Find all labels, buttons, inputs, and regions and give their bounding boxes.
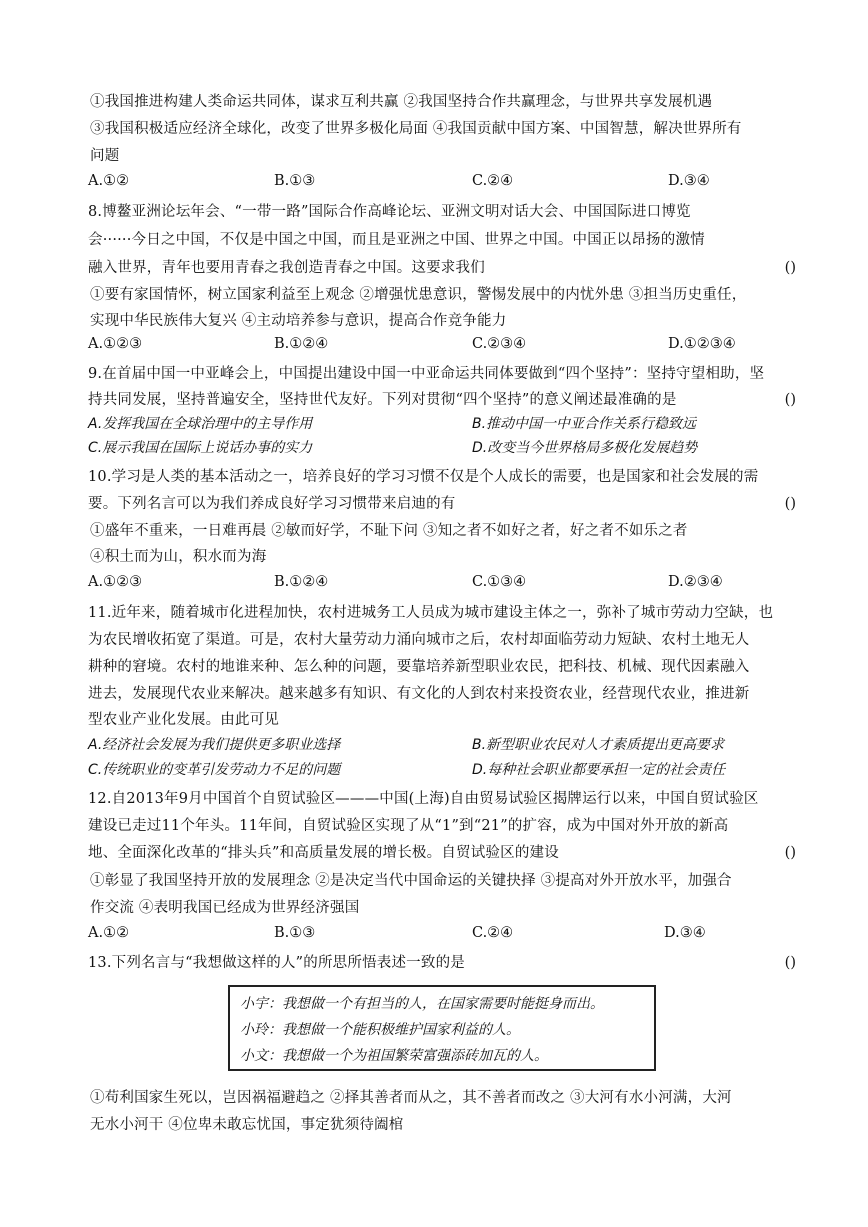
option-a[interactable]: A.①② [88, 925, 130, 941]
q10-stem-line: 要。下列名言可以为我们养成良好学习习惯带来启迪的有 [88, 496, 456, 512]
q11-stem-line: 耕种的窘境。农村的地谁来种、怎么种的问题，要靠培养新型职业农民，把科技、机械、现代因素融入 [88, 659, 750, 675]
q10-stem-line: 10.学习是人类的基本活动之一，培养良好的学习习惯不仅是个人成长的需要，也是国家和社会发展的需 [88, 469, 759, 485]
option-c[interactable]: C.传统职业的变革引发劳动力不足的问题 [88, 762, 341, 778]
option-d[interactable]: D.②③④ [668, 574, 723, 590]
answer-paren[interactable]: () [784, 496, 796, 512]
q13-stem-line: 13.下列名言与“我想做这样的人”的所思所悟表述一致的是 [88, 955, 465, 971]
option-b[interactable]: B.①③ [274, 173, 316, 189]
option-b[interactable]: B.①②④ [274, 336, 329, 352]
q10-statement-line: ④积土而为山，积水而为海 [90, 549, 267, 565]
option-d[interactable]: D.①②③④ [668, 336, 736, 352]
option-d[interactable]: D.每种社会职业都要承担一定的社会责任 [472, 762, 726, 778]
q11-stem-line: 11.近年来，随着城市化进程加快，农村进城务工人员成为城市建设主体之一，弥补了城市劳动力空缺，也 [88, 605, 774, 621]
option-b[interactable]: B.推动中国一中亚合作关系行稳致远 [472, 416, 697, 432]
q8-statement-line: 实现中华民族伟大复兴 ④主动培养参与意识，提高合作竞争能力 [90, 313, 507, 329]
q12-statement-line: 作交流 ④表明我国已经成为世界经济强国 [90, 900, 360, 916]
q7-statement-line: ①我国推进构建人类命运共同体，谋求互利共赢 ②我国坚持合作共赢理念，与世界共享发展机遇 [90, 94, 713, 110]
q13-quote-box [228, 985, 656, 1071]
q8-statement-line: ①要有家国情怀，树立国家利益至上观念 ②增强忧患意识，警惕发展中的内忧外患 ③担当历史重任， [90, 287, 747, 303]
option-a[interactable]: A.①②③ [88, 336, 143, 352]
q12-stem-line: 建设已走过11个年头。11年间，自贸试验区实现了从“1”到“21”的扩容，成为中国对外开放的新高 [88, 818, 729, 834]
q12-stem-line: 12.自2013年9月中国首个自贸试验区———中国(上海)自由贸易试验区揭牌运行以来，中国自贸试验区 [88, 791, 759, 807]
q7-statement-line: 问题 [90, 148, 120, 164]
option-b[interactable]: B.①②④ [274, 574, 329, 590]
quote-xiaowen: 小文：我想做一个为祖国繁荣富强添砖加瓦的人。 [240, 1048, 548, 1064]
q11-stem-line: 型农业产业化发展。由此可见 [88, 712, 280, 728]
q13-statement-line: ①苟利国家生死以，岂因祸福避趋之 ②择其善者而从之，其不善者而改之 ③大河有水小河满，大河 [90, 1090, 732, 1106]
q11-stem-line: 为农民增收拓宽了渠道。可是，农村大量劳动力涌向城市之后，农村却面临劳动力短缺、农村土地无人 [88, 632, 750, 648]
q11-stem-line: 进去，发展现代农业来解决。越来越多有知识、有文化的人到农村来投资农业，经营现代农业，推进新 [88, 686, 750, 702]
option-c[interactable]: C.②④ [472, 173, 514, 189]
option-c[interactable]: C.②④ [472, 925, 514, 941]
answer-paren[interactable]: () [784, 392, 796, 408]
option-c[interactable]: C.展示我国在国际上说话办事的实力 [88, 440, 313, 456]
option-d[interactable]: D.③④ [668, 173, 710, 189]
q8-stem-line: 8.博鳌亚洲论坛年会、“一带一路”国际合作高峰论坛、亚洲文明对话大会、中国国际进口博览 [88, 204, 691, 220]
option-c[interactable]: C.②③④ [472, 336, 527, 352]
option-a[interactable]: A.①②③ [88, 574, 143, 590]
q12-statement-line: ①彰显了我国坚持开放的发展理念 ②是决定当代中国命运的关键抉择 ③提高对外开放水平，加强合 [90, 873, 732, 889]
quote-xiaoling: 小玲：我想做一个能积极维护国家利益的人。 [240, 1022, 520, 1038]
quote-xiaoyu: 小宇：我想做一个有担当的人，在国家需要时能挺身而出。 [240, 996, 604, 1012]
q12-stem-line: 地、全面深化改革的“排头兵”和高质量发展的增长极。自贸试验区的建设 [88, 845, 559, 861]
option-b[interactable]: B.①③ [274, 925, 316, 941]
option-a[interactable]: A.发挥我国在全球治理中的主导作用 [88, 416, 313, 432]
option-a[interactable]: A.①② [88, 173, 130, 189]
q13-statement-line: 无水小河干 ④位卑未敢忘忧国，事定犹须待阖棺 [90, 1117, 404, 1133]
option-d[interactable]: D.改变当今世界格局多极化发展趋势 [472, 440, 698, 456]
q8-stem-line: 会······今日之中国，不仅是中国之中国，而且是亚洲之中国、世界之中国。中国正以昂扬的激情 [88, 232, 705, 248]
answer-paren[interactable]: () [784, 845, 796, 861]
option-d[interactable]: D.③④ [664, 925, 706, 941]
q10-statement-line: ①盛年不重来，一日难再晨 ②敏而好学，不耻下问 ③知之者不如好之者，好之者不如乐之者 [90, 523, 688, 539]
option-c[interactable]: C.①③④ [472, 574, 527, 590]
answer-paren[interactable]: () [784, 955, 796, 971]
q9-stem-line: 持共同发展，坚持普遍安全，坚持世代友好。下列对贯彻“四个坚持”的意义阐述最准确的是 [88, 392, 677, 408]
q8-stem-line: 融入世界，青年也要用青春之我创造青春之中国。这要求我们 [88, 260, 485, 276]
option-a[interactable]: A.经济社会发展为我们提供更多职业选择 [88, 737, 341, 753]
q7-statement-line: ③我国积极适应经济全球化，改变了世界多极化局面 ④我国贡献中国方案、中国智慧，解决世界所有 [90, 121, 742, 137]
answer-paren[interactable]: () [784, 260, 796, 276]
option-b[interactable]: B.新型职业农民对人才素质提出更高要求 [472, 737, 725, 753]
q9-stem-line: 9.在首届中国一中亚峰会上，中国提出建设中国一中亚命运共同体要做到“四个坚持”：坚持守望相助，坚 [88, 366, 765, 382]
